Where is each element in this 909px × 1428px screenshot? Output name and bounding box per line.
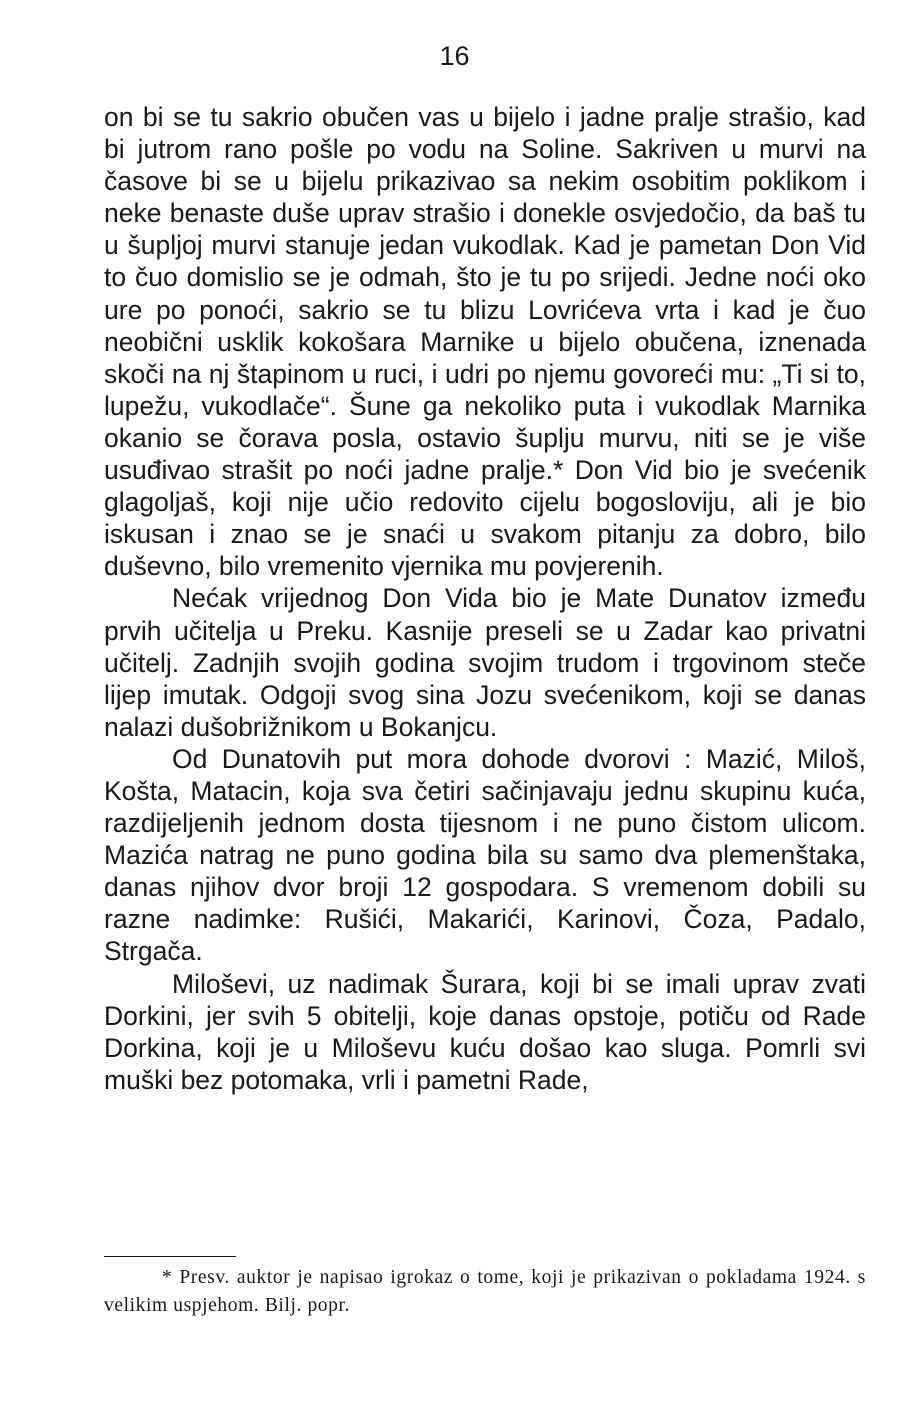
page-number: 16	[439, 41, 470, 71]
body-text	[104, 101, 866, 1096]
footnote: * Presv. auktor je napisao igrokaz o tome, koji je prikazivan o pokladama 1924. s velikim uspjehom. Bilj. popr.	[104, 1267, 866, 1316]
footnote-divider	[104, 1256, 236, 1257]
paragraph-2: Nećak vrijednog Don Vida bio je Mate Dunatov između prvih učitelja u Preku. Kasnije preseli se u Zadar kao privatni učitelj. Zadnjih svojih godina svojim trudom i trgovinom steče lijep imutak. Odgoji svog sina Jozu svećenikom, koji se danas nalazi dušobrižnikom u Bokanjcu.	[104, 583, 866, 742]
paragraph-1: on bi se tu sakrio obučen vas u bijelo i jadne pralje strašio, kad bi jutrom rano pošle po vodu na Soline. Sakriven u murvi na časove bi se u bijelu prikazivao sa nekim osobitim poklikom i neke benaste duše uprav strašio i donekle osvjedočio, da baš tu u šupljoj murvi stanuje jedan vukodlak. Kad je pametan Don Vid to čuo domislio se je odmah, što je tu po srijedi. Jedne noći oko ure po ponoći, sakrio se tu blizu Lovrićeva vrta i kad je čuo neobični usklik kokošara Marnike u bijelo obučena, iznenada skoči na nj štapinom u ruci, i udri po njemu govoreći mu: „Ti si to, lupežu, vukodlače“. Šune ga nekoliko puta i vukodlak Marnika okanio se čorava posla, ostavio šuplju murvu, niti se je više usuđivao strašit po noći jadne pralje.* Don Vid bio je svećenik glagoljaš, koji nije učio redovito cijelu bogosloviju, ali je bio iskusan i znao se je snaći u svakom pitanju za dobro, bilo duševno, bilo vremenito vjernika mu povjerenih.	[104, 102, 866, 582]
paragraph-3: Od Dunatovih put mora dohode dvorovi : Mazić, Miloš, Košta, Matacin, koja sva četiri sačinjavaju jednu skupinu kuća, razdijeljenih jednom dosta tijesnom i ne puno čistom ulicom. Mazića natrag ne puno godina bila su samo dva plemenštaka, danas njihov dvor broji 12 gospodara. S vremenom dobili su razne nadimke: Rušići, Makarići, Karinovi, Čoza, Padalo, Strgača.	[104, 743, 866, 967]
paragraph-4: Miloševi, uz nadimak Šurara, koji bi se imali uprav zvati Dorkini, jer svih 5 obitelji, koje danas opstoje, potiču od Rade Dorkina, koji je u Miloševu kuću došao kao sluga. Pomrli svi muški bez potomaka, vrli i pametni Rade,	[104, 968, 866, 1095]
